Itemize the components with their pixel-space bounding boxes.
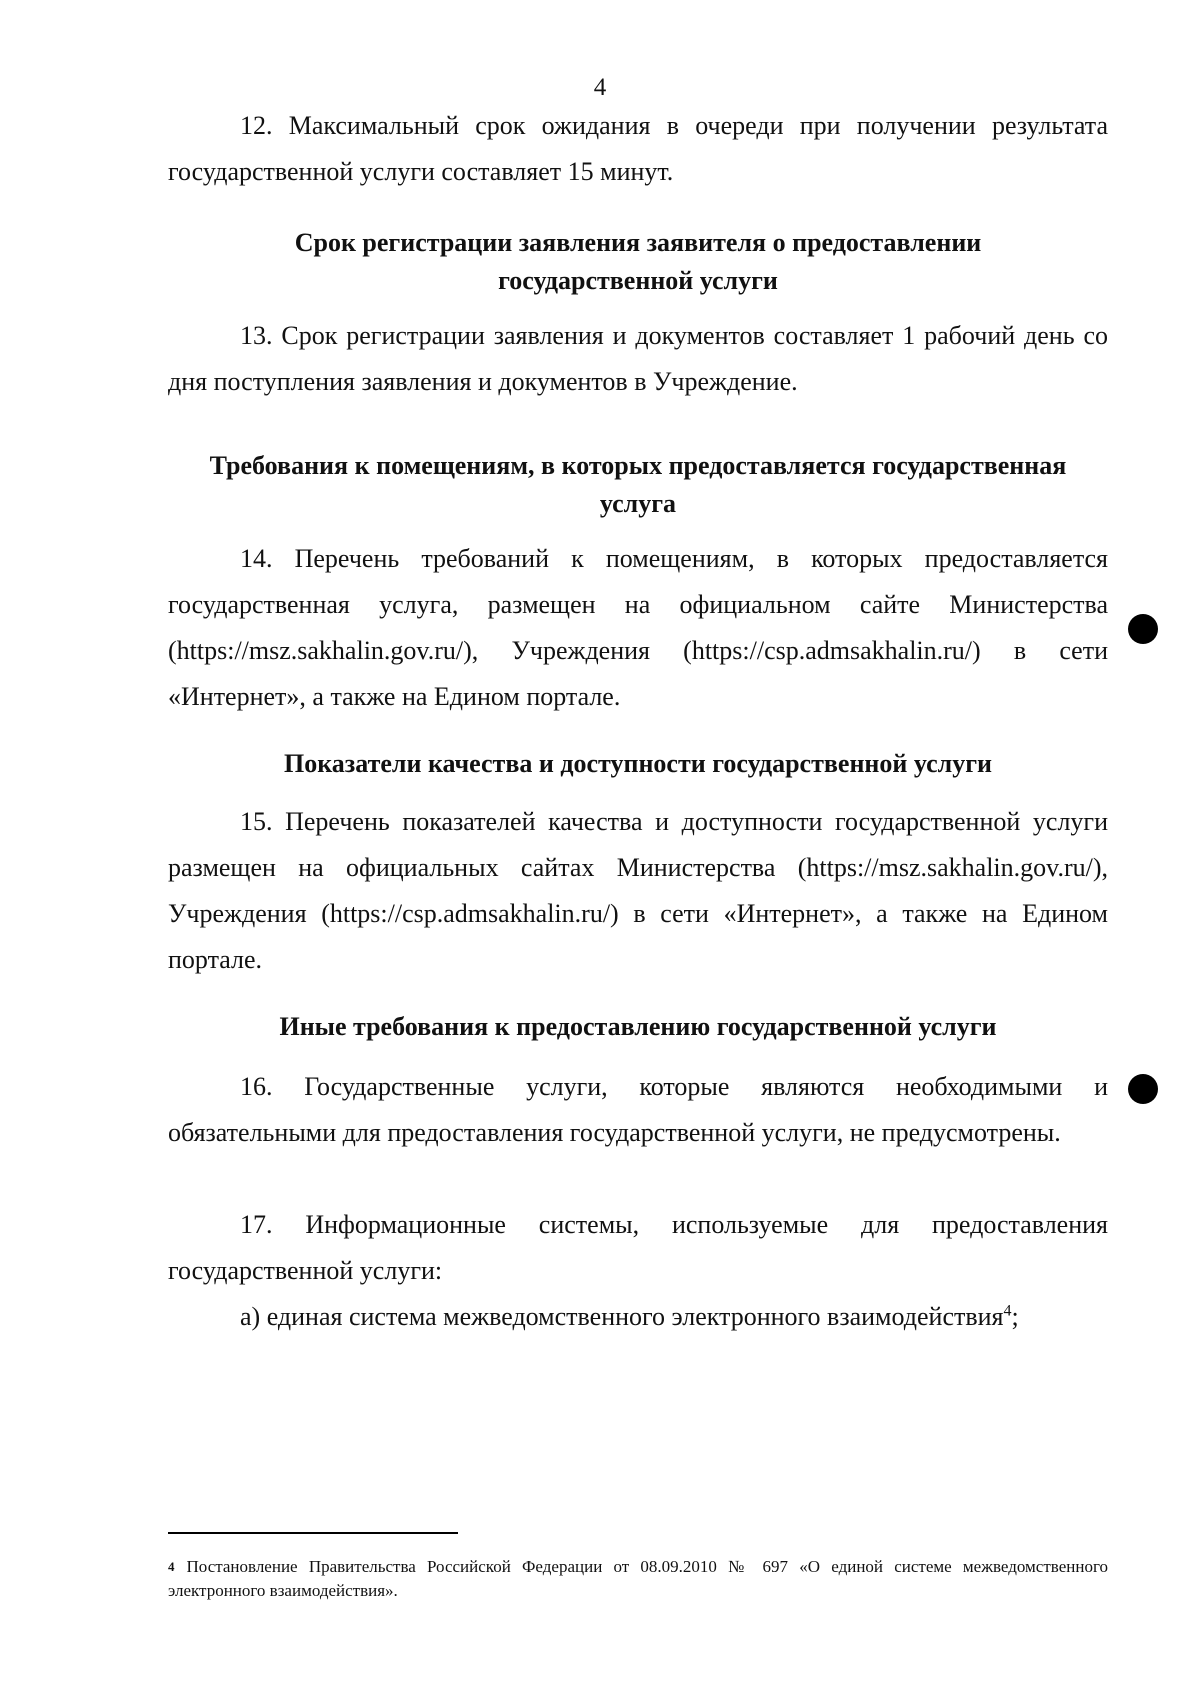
paragraph-17a [168, 1294, 1108, 1340]
footnote-text: Постановление Правительства Российской Федерации от 08.09.2010 № 697 «О единой системе межведомственного электронного взаимодействия». [168, 1557, 1108, 1600]
heading-registration-line-2: государственной услуги [498, 266, 778, 295]
punch-hole-mark [1128, 614, 1158, 644]
heading-quality-text: Показатели качества и доступности государственной услуги [283, 749, 993, 778]
heading-registration-line-1: Срок регистрации заявления заявителя о предоставлении [294, 228, 982, 257]
footnote-marker: 4 [168, 1559, 175, 1574]
footnote-separator [168, 1532, 458, 1534]
paragraph-17-text: 17. Информационные системы, используемые для предоставления государственной услуги: [168, 1210, 1108, 1285]
paragraph-17a-text [168, 1294, 1108, 1340]
paragraph-17a-end: ; [1011, 1302, 1019, 1331]
paragraph-15 [168, 799, 1108, 983]
paragraph-17a-body: а) единая система межведомственного электронного взаимодействия [240, 1302, 1004, 1331]
footnote [168, 1555, 1108, 1603]
punch-hole-mark [1128, 1074, 1158, 1104]
paragraph-13 [168, 313, 1108, 405]
footnote-reference: 4 [1003, 1302, 1012, 1320]
heading-quality-indicators [168, 745, 1108, 783]
heading-premises-line-2: услуга [599, 489, 677, 518]
paragraph-16 [168, 1064, 1108, 1156]
paragraph-14-text: 14. Перечень требований к помещениям, в которых предоставляется государственная услуга, размещен на официальном сайте Министерства (https://msz.sakhalin.gov.ru/), Учреждения (https://csp.admsakhalin.ru/) в сети «Интернет», а также на Едином портале. [168, 544, 1108, 711]
paragraph-12-text: 12. Максимальный срок ожидания в очереди при получении результата государственной услуги составляет 15 минут. [168, 111, 1108, 186]
heading-registration-term [168, 224, 1108, 300]
paragraph-13-text: 13. Срок регистрации заявления и документов составляет 1 рабочий день со дня поступления заявления и документов в Учреждение. [168, 321, 1108, 396]
paragraph-15-text: 15. Перечень показателей качества и доступности государственной услуги размещен на официальных сайтах Министерства (https://msz.sakhalin.gov.ru/), Учреждения (https://csp.admsakhalin.ru/) в сети «Интернет», а также на Едином портале. [168, 807, 1108, 974]
paragraph-16-text: 16. Государственные услуги, которые являются необходимыми и обязательными для предоставления государственной услуги, не предусмотрены. [168, 1072, 1108, 1147]
paragraph-17 [168, 1202, 1108, 1294]
heading-other-text: Иные требования к предоставлению государственной услуги [279, 1012, 997, 1041]
heading-premises-requirements [168, 447, 1108, 523]
heading-premises-line-1: Требования к помещениям, в которых предоставляется государственная [209, 451, 1067, 480]
page-number: 4 [593, 74, 607, 101]
paragraph-14 [168, 536, 1108, 720]
paragraph-12 [168, 103, 1108, 195]
heading-other-requirements [168, 1008, 1108, 1046]
